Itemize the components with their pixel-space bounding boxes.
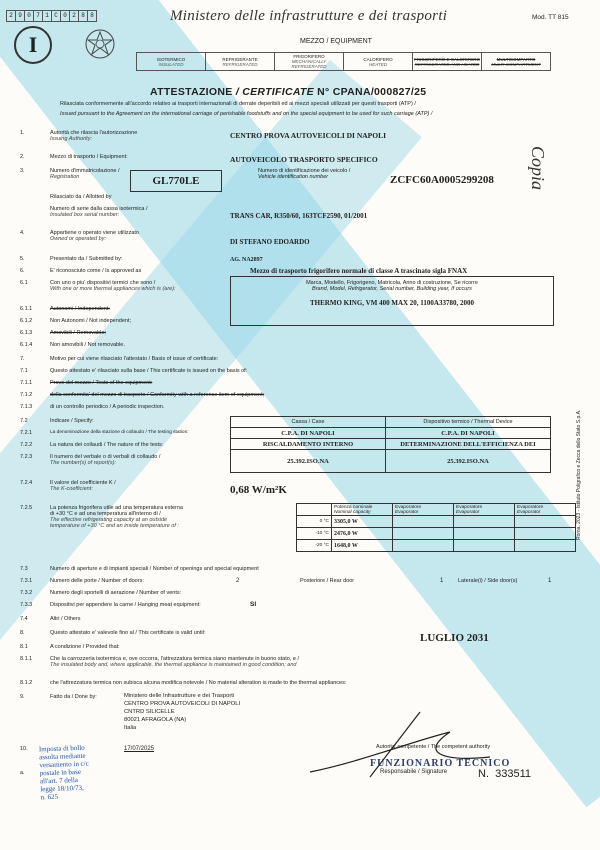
field-number: 8.1 xyxy=(20,644,28,650)
station-device: C.P.A. DI NAPOLI xyxy=(386,428,551,439)
field-label: La natura dei collaudi / The nature of the tests: xyxy=(50,442,164,448)
field-label: La potenza frigorifera utile ad una temperatura esterna di +30 °C e ad una temperatura all'interno di / The effective refrigerating capacity at an outside temperature of +30 °C and an inside temperature of : xyxy=(50,505,183,529)
submitted-value: AG. NA2897 xyxy=(230,257,263,263)
equipment-value: AUTOVEICOLO TRASPORTO SPECIFICO xyxy=(230,155,378,164)
field-label: Mezzo di trasporto / Equipment: xyxy=(50,154,128,160)
field-number: 7.3 xyxy=(20,566,28,572)
field-number: 7. xyxy=(20,356,25,362)
serial-digit: 9 xyxy=(16,11,25,21)
rear-door-label: Posteriore / Rear door xyxy=(300,578,355,584)
serial-digit: 8 xyxy=(79,11,88,21)
serial-digit: 0 xyxy=(25,11,34,21)
competent-authority-label: Autorita' competente / The competent authority xyxy=(376,744,491,750)
field-number: 10. xyxy=(20,746,28,752)
side-door-value: 1 xyxy=(548,578,552,584)
capacity-cell: 1648,0 W xyxy=(332,540,393,552)
field-number: 7.1 xyxy=(20,368,28,374)
temp-cell: 0 °C xyxy=(297,516,332,528)
cap-header: Potenza nominale Nominal capacity xyxy=(332,504,393,516)
field-label: La denominazione della stazione di collaudo / The testing station: xyxy=(50,430,189,435)
field-number: 8. xyxy=(20,630,25,636)
field-label: Autorità che rilascia l'autorizzazione Issuing Authority: xyxy=(50,130,138,142)
test-device: DETERMINAZIONE DELL'EFFICIENZA DEI xyxy=(386,439,551,450)
field-number: 2. xyxy=(20,154,25,160)
field-number: 7.2.2 xyxy=(20,442,33,448)
field-label: Che la carrozzeria isotermica e, ove occorra, l'attrezzatura termica siano mantenute in buono stato, e / The insulated body and, where applicable, the thermal appliance is maintained in good condition; and xyxy=(50,656,299,668)
field-label: Amovibili / Removable; xyxy=(50,330,106,336)
owner-value: DI STEFANO EDOARDO xyxy=(230,238,310,246)
field-number: 5. xyxy=(20,256,25,262)
approved-class-value: Mezzo di trasporto frigorifero normale di classe A trascinato sigla FNAX xyxy=(250,267,468,275)
report-case: 25.392.ISO.NA xyxy=(231,450,386,473)
field-number: 6. xyxy=(20,268,25,274)
test-station-table xyxy=(230,416,551,473)
field-number: 7.1.3 xyxy=(20,404,33,410)
field-label: Dispositivi per appendere la carne / Hanging meat equipment: xyxy=(50,602,201,608)
test-case: RISCALDAMENTO INTERNO xyxy=(231,439,386,450)
side-door-label: Laterale(i) / Side door(s) xyxy=(458,578,518,584)
temp-cell: -10 °C xyxy=(297,528,332,540)
printer-imprint: Roma, 2023 - Istituto Poligrafico e Zecca dello Stato S.p.A. xyxy=(576,409,582,540)
field-label: A condizione / Provided that: xyxy=(50,644,120,650)
rear-door-value: 1 xyxy=(440,578,444,584)
registration-plate: GL770LE xyxy=(130,170,222,192)
field-label: Indicare / Specify: xyxy=(50,418,94,424)
certificate-title: ATTESTAZIONE / CERTIFICATE N° CPANA/000827/25 xyxy=(150,86,427,98)
signature-label: Responsabile / Signature xyxy=(380,769,448,775)
field-number: 7.1.2 xyxy=(20,392,33,398)
field-number: 7.3.3 xyxy=(20,602,33,608)
category-cell: FRIGORIFERO MECHANICALLY REFRIGERATED xyxy=(275,53,344,71)
field-label: Questo attestato e' rilasciato sulla base / This certificate is issued on the basis of: xyxy=(50,368,248,374)
field-label: Il valore del coefficiente K / The K-coefficient: xyxy=(50,480,116,492)
category-cell: MULTICOMPARTO MULTI-COMPARTMENT xyxy=(482,53,551,71)
report-device: 25.392.ISO.NA xyxy=(386,450,551,473)
category-cell: CALORIFERO HEATED xyxy=(344,53,413,71)
italian-emblem-icon xyxy=(82,26,118,62)
field-label: E' riconosciuto come / Is approved as xyxy=(50,268,142,274)
field-number: 1. xyxy=(20,130,25,136)
serial-value: TRANS CAR, R350/60, 163TCF2590, 01/2001 xyxy=(230,212,368,220)
field-label: della conformita' del mezzo di trasporto / Conformity with a reference item of equipment; xyxy=(50,392,265,398)
field-label: Numero delle porte / Number of doors: xyxy=(50,578,144,584)
field-number: 8.1.2 xyxy=(20,680,33,686)
certificate-number: N. 333511 xyxy=(478,768,532,780)
appliance-value: THERMO KING, VM 400 MAX 20, 1100A33780, 2000 xyxy=(310,299,474,307)
thermal-appliance-box xyxy=(230,276,554,326)
category-cell: REFRIGERANTE REFRIGERATED xyxy=(206,53,275,71)
field-label: Presentato da / Submitted by: xyxy=(50,256,123,262)
field-number: 4. xyxy=(20,230,25,236)
field-number: 6.1.4 xyxy=(20,342,33,348)
field-number: 7.2.3 xyxy=(20,454,33,460)
serial-digit: C xyxy=(52,11,61,21)
field-number: 6.1.2 xyxy=(20,318,33,324)
field-label: Appartiene o operato viene utilizzato Owned or operated by: xyxy=(50,230,139,242)
temp-cell: -20 °C xyxy=(297,540,332,552)
category-cell: ISOTERMICO INSULATED xyxy=(137,53,206,71)
category-cell: FRIGORIFERO E CALORIFERO REFRIGERATED AND HEATED xyxy=(413,53,482,71)
done-by-address: Ministero delle Infrastrutture e dei Trasporti CENTRO PROVA AUTOVEICOLI DI NAPOLI CNTRD SILICELLE 80021 AFRAGOLA (NA) Italia xyxy=(124,693,241,731)
field-number: 7.1.1 xyxy=(20,380,33,386)
valid-until-value: LUGLIO 2031 xyxy=(420,632,489,644)
field-number: 9. xyxy=(20,694,25,700)
cap-header: Evaporatore Evaporator xyxy=(393,504,454,516)
serial-digit: 0 xyxy=(61,11,70,21)
vin-value: ZCFC60A0005299208 xyxy=(390,174,494,186)
field-label: che l'attrezzatura termica non subisca alcuna modifica notevole / No material alteration is made to the thermal appliances: xyxy=(50,680,347,686)
box-header: Marca, Modello, Frigorigeno, Matricola, Anno di costruzione, Se ricorre xyxy=(306,280,478,286)
serial-digit: 2 xyxy=(7,11,16,21)
station-case: C.P.A. DI NAPOLI xyxy=(231,428,386,439)
capacity-table xyxy=(296,503,576,552)
issued-english: Issued pursuant to the Agreement on the international carriage of perishable foodstuffs and on the special equipment to be used for such carriage (ATP) / xyxy=(60,111,433,117)
official-stamp: FUNZIONARIO TECNICO xyxy=(370,758,511,769)
device-header: Dispositivo termico / Thermal Device xyxy=(386,417,551,428)
field-number: 6.1.3 xyxy=(20,330,33,336)
field-label: Motivo per cui viene rilasciato l'attestato / Basis of issue of certificate: xyxy=(50,356,219,362)
field-label: Prove del mezzo / Tests of the equipment: xyxy=(50,380,153,386)
field-label: Altri / Others xyxy=(50,616,81,622)
field-number: 6.1.1 xyxy=(20,306,33,312)
copy-handwritten: Copia xyxy=(528,146,548,191)
field-label: Numero d'immatricolazione / Registration xyxy=(50,168,120,180)
field-label: Questo attestato e' valevole fino al / This certificate is valid until: xyxy=(50,630,206,636)
cap-header: Evaporatore Evaporator xyxy=(454,504,515,516)
issue-date: 17/07/2025 xyxy=(124,746,155,752)
field-number: a. xyxy=(20,770,25,776)
field-label: Numero di aperture e di impianti speciali / Number of openings and special equipment xyxy=(50,566,259,572)
field-number: 8.1.1 xyxy=(20,656,33,662)
field-number: 3. xyxy=(20,168,25,174)
field-number: 7.2.1 xyxy=(20,430,33,436)
field-label: Numero degli sportelli di aerazione / Number of vents: xyxy=(50,590,182,596)
model-code: Mod. TT 815 xyxy=(532,14,569,21)
field-label: Il numero del verbale o di verbali di collaudo / The number(s) of report(s): xyxy=(50,454,161,466)
field-number: 7.2 xyxy=(20,418,28,424)
field-number: 7.4 xyxy=(20,616,28,622)
case-header: Cassa / Case xyxy=(231,417,386,428)
capacity-cell: 3305,0 W xyxy=(332,516,393,528)
serial-digit: 8 xyxy=(90,12,94,19)
field-label: Autonomi / Independent: xyxy=(50,306,110,312)
country-code-circle: I xyxy=(14,26,52,64)
field-number: 7.2.4 xyxy=(20,480,33,486)
serial-digit: 7 xyxy=(34,11,43,21)
k-coefficient-value: 0,68 W/m²K xyxy=(230,484,287,496)
serial-digit: 1 xyxy=(43,11,52,21)
hanging-meat-value: SI xyxy=(250,601,257,608)
box-header-en: Brand, Model, Refrigerator, Serial number, Building year, If occurs xyxy=(312,286,472,292)
field-label: Con uno o piu' dispositivi termici che sono / With one or more thermal appliances which is (are): xyxy=(50,280,176,292)
field-label: Fatto da / Done by: xyxy=(50,694,97,700)
ministry-heading: Ministero delle infrastrutture e dei trasporti xyxy=(170,8,448,24)
allotted-by-label: Rilasciato da / Allotted by xyxy=(50,194,112,200)
equipment-label: MEZZO / EQUIPMENT xyxy=(300,38,372,45)
serial-number-box xyxy=(6,10,97,22)
issuing-authority-value: CENTRO PROVA AUTOVEICOLI DI NAPOLI xyxy=(230,131,387,140)
field-number: 7.3.2 xyxy=(20,590,33,596)
serial-digit: 2 xyxy=(70,11,79,21)
doors-value: 2 xyxy=(236,578,240,584)
field-number: 7.2.5 xyxy=(20,505,33,511)
field-number: 7.3.1 xyxy=(20,578,33,584)
capacity-cell: 2476,0 W xyxy=(332,528,393,540)
field-label: Non Autonomi / Not independent; xyxy=(50,318,132,324)
field-number: 6.1 xyxy=(20,280,28,286)
issued-italian: Rilasciata conformemente all'accordo relativo ai trasporti internazionali di derrate deperibili ed ai mezzi speciali utilizzati per questi trasporti (ATP) / xyxy=(60,101,416,107)
equipment-category-table xyxy=(136,52,551,71)
tax-stamp: Imposta di bollo assolta mediante versamento in c/c postale in base all'art. 7 della legge 18/10/73, n. 625 xyxy=(38,743,89,802)
serial-label: Numero di serie dalla cassa isotermica / Insulated box serial number: xyxy=(50,206,148,218)
field-label: di un controllo periodico / A periodic inspection. xyxy=(50,404,165,410)
vin-label: Numero di identificazione dei veicolo / Vehicle identification number xyxy=(258,168,351,180)
cap-header: Evaporatore Evaporator xyxy=(515,504,576,516)
field-label: Non amovibili / Not removable. xyxy=(50,342,125,348)
